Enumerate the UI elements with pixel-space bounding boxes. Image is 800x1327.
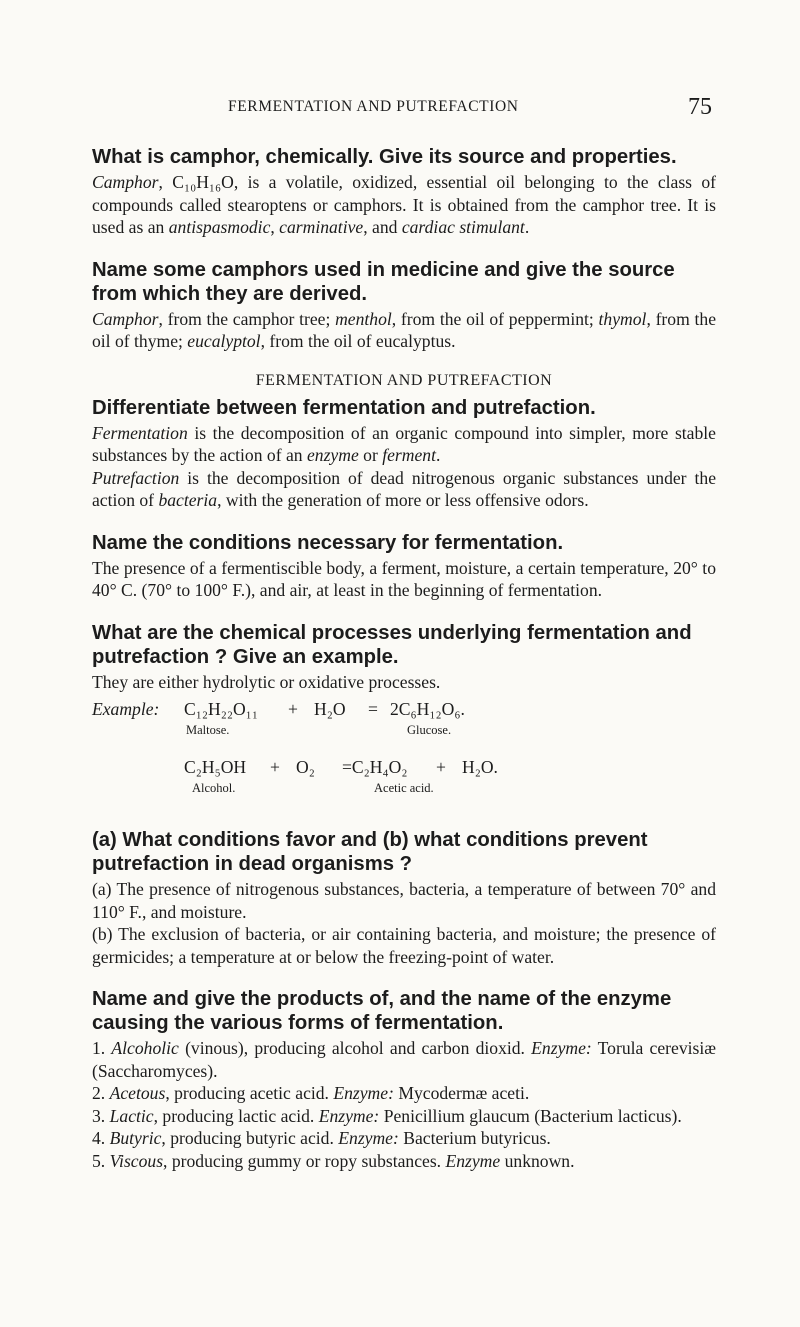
question-heading: Name and give the products of, and the name of the enzyme causing the various forms of fermentation. <box>92 988 672 1034</box>
processes-section <box>92 621 716 810</box>
question-heading: What are the chemical processes underlying fermentation and putrefaction ? Give an example. <box>92 621 692 668</box>
answer-a: (a) The presence of nitrogenous substances, bacteria, a temperature of between 70° and 110° F., and moisture. <box>92 879 716 922</box>
camphor-section <box>92 145 716 239</box>
answer-text: Camphor, from the camphor tree; menthol, from the oil of peppermint; thymol, from the oil of thyme; eucalyptol, from the oil of eucalyptus. <box>92 308 717 351</box>
question-heading: (a) What conditions favor and (b) what conditions prevent putrefaction in dead organisms ? <box>92 829 648 875</box>
section-heading: FERMENTATION AND PUTREFACTION <box>255 371 553 389</box>
products-section <box>92 987 716 1172</box>
page-number: 75 <box>688 94 712 120</box>
running-header: FERMENTATION AND PUTREFACTION <box>228 98 519 115</box>
favor-section <box>92 828 716 968</box>
list-item: 3. Lactic, producing lactic acid. Enzyme: Penicillium glaucum (Bacterium lacticus). <box>92 1105 682 1126</box>
equation-maltose: Example: C₁₂H₂₂O₁₁ + H₂O = 2C₆H₁₂O₆. <box>92 699 465 719</box>
answer-b: (b) The exclusion of bacteria, or air containing bacteria, and moisture; the presence of germicides; a temperature at or below the freezing-point of water. <box>92 924 716 967</box>
differentiate-section <box>92 396 716 512</box>
question-heading: Differentiate between fermentation and putrefaction. <box>92 396 596 419</box>
page-content <box>92 145 716 1191</box>
question-heading: Name the conditions necessary for fermentation. <box>92 531 564 554</box>
equations <box>92 699 716 809</box>
conditions-section <box>92 531 716 602</box>
answer-text: They are either hydrolytic or oxidative processes. <box>92 671 441 692</box>
equation-labels: Maltose. Glucose. <box>186 723 452 737</box>
list-item: 4. Butyric, producing butyric acid. Enzyme: Bacterium butyricus. <box>92 1128 551 1148</box>
list-item: 1. Alcoholic (vinous), producing alcohol and carbon dioxid. Enzyme: Torula cerevisiæ (Saccharomyces). <box>92 1038 716 1081</box>
camphors-section <box>92 258 716 353</box>
list-item: 5. Viscous, producing gummy or ropy substances. Enzyme unknown. <box>92 1150 575 1171</box>
answer-text: Camphor, C₁₀H₁₆O, is a volatile, oxidized, essential oil belonging to the class of compounds called stearoptens or camphors. It is obtained from the camphor tree. It is used as an antispasmodic, carminative, and cardiac stimulant. <box>92 172 716 237</box>
equation-labels: Alcohol. Acetic acid. <box>192 781 434 795</box>
question-heading: Name some camphors used in medicine and give the source from which they are derived. <box>92 258 675 305</box>
answer-text: Fermentation is the decomposition of an organic compound into simpler, more stable substances by the action of an enzyme or ferment. Putrefaction is the decomposition of dead nitrogenous organic substances under the action of bacteria, with the generation of more or less offensive odors. <box>92 422 716 510</box>
question-heading: What is camphor, chemically. Give its source and properties. <box>92 146 677 168</box>
equation-alcohol: C₂H₅OH + O₂ =C₂H₄O₂ + H₂O. <box>184 757 498 777</box>
answer-text: The presence of a fermentiscible body, a ferment, moisture, a certain temperature, 20° to 40° C. (70° to 100° F.), and air, at least in the beginning of fermentation. <box>92 557 716 600</box>
list-item: 2. Acetous, producing acetic acid. Enzyme: Mycodermæ aceti. <box>92 1083 530 1103</box>
